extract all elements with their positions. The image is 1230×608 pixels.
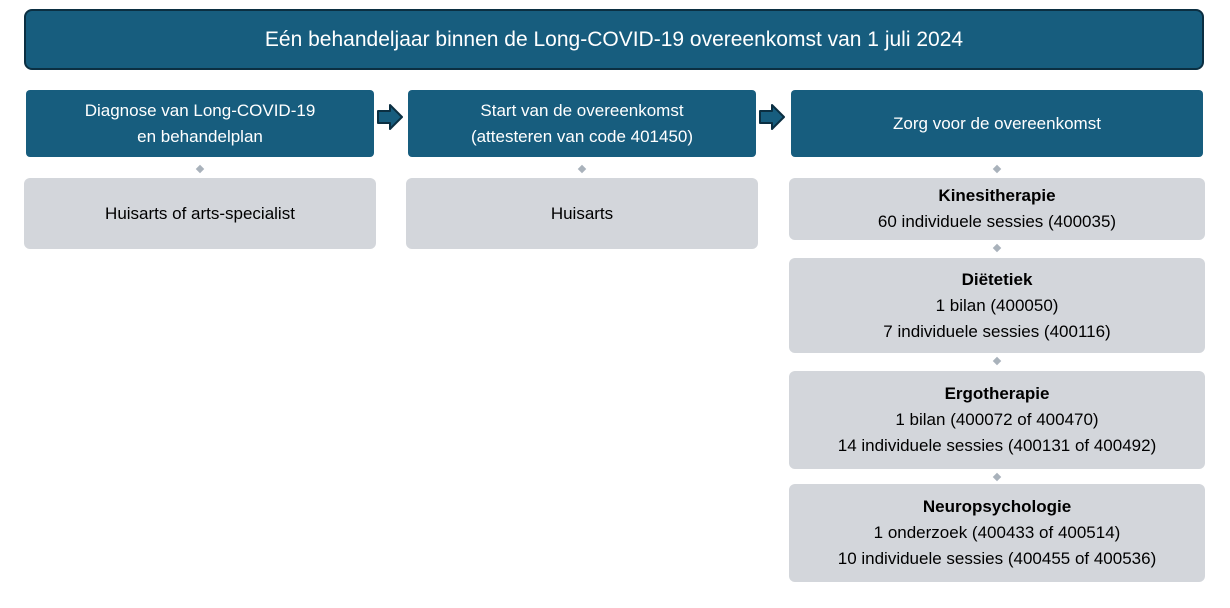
discipline-name: Ergotherapie	[944, 384, 1050, 403]
step-start-box	[406, 178, 758, 249]
discipline-neuropsychologie	[789, 484, 1205, 582]
step-care-header	[791, 90, 1203, 157]
discipline-name: Neuropsychologie	[922, 497, 1072, 516]
step-diagnosis-header-line-1: Diagnose van Long-COVID-19	[84, 100, 316, 120]
step-diagnosis-header-line-2: en behandelplan	[137, 126, 263, 146]
discipline-line: 60 individuele sessies (400035)	[877, 212, 1117, 231]
step-diagnosis-box-text: Huisarts of arts-specialist	[105, 203, 295, 223]
step-start-box-text: Huisarts	[550, 203, 614, 223]
discipline-line: 7 individuele sessies (400116)	[883, 321, 1111, 341]
step-start-header-line-1: Start van de overeenkomst	[480, 100, 684, 120]
discipline-line: 1 onderzoek (400433 of 400514)	[873, 523, 1121, 542]
right-arrow-icon	[376, 103, 404, 131]
step-start-header-line-2: (attesteren van code 401450)	[470, 126, 694, 146]
step-start-header	[408, 90, 756, 157]
step-diagnosis-header	[26, 90, 374, 157]
discipline-line: 1 bilan (400072 of 400470)	[895, 410, 1099, 429]
discipline-kinesitherapie	[789, 178, 1205, 240]
step-diagnosis-box	[24, 178, 376, 249]
connector-dot	[578, 165, 586, 173]
discipline-line: 1 bilan (400050)	[935, 295, 1059, 315]
connector-dot	[993, 473, 1001, 481]
discipline-name: Kinesitherapie	[938, 186, 1056, 205]
discipline-dietetiek	[789, 258, 1205, 353]
connector-dot	[993, 244, 1001, 252]
step-care-header-line-1: Zorg voor de overeenkomst	[893, 113, 1101, 133]
connector-dot	[993, 357, 1001, 365]
right-arrow-icon	[758, 103, 786, 131]
discipline-line: 10 individuele sessies (400455 of 400536)	[837, 549, 1157, 568]
diagram-title: Eén behandeljaar binnen de Long-COVID-19 overeenkomst van 1 juli 2024	[24, 9, 1204, 70]
connector-dot	[993, 165, 1001, 173]
discipline-name: Diëtetiek	[961, 269, 1033, 289]
discipline-line: 14 individuele sessies (400131 of 400492)	[837, 436, 1157, 455]
connector-dot	[196, 165, 204, 173]
discipline-ergotherapie	[789, 371, 1205, 469]
